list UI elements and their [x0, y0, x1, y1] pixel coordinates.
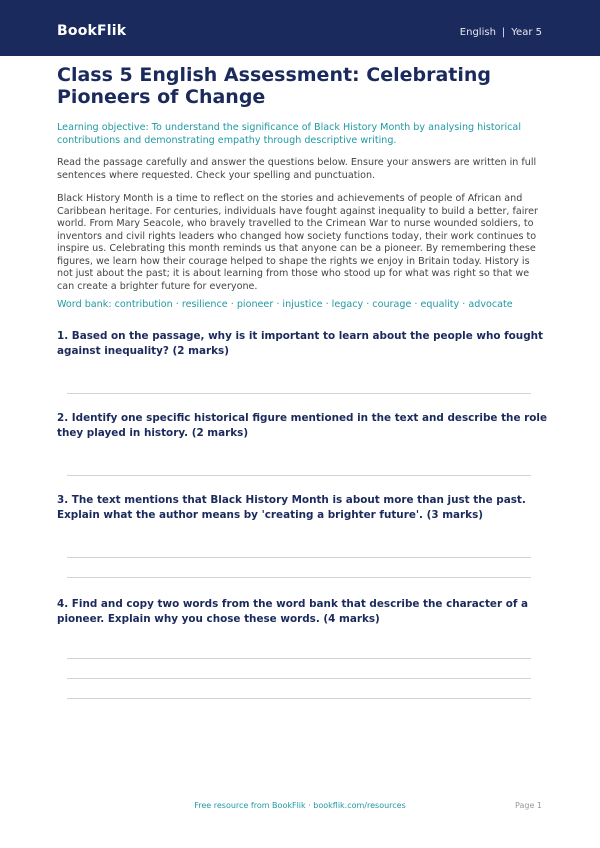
answer-line[interactable]: [67, 577, 531, 578]
header-bar: [0, 0, 600, 56]
answer-line[interactable]: [67, 698, 531, 699]
answer-line[interactable]: [67, 475, 531, 476]
question-4: 4. Find and copy two words from the word bank that describe the character of a pioneer. Explain why you chose these words. (4 marks): [57, 598, 528, 625]
subject-label: English: [459, 27, 496, 38]
answer-line[interactable]: [67, 658, 531, 659]
header-meta: [460, 27, 542, 38]
answer-line[interactable]: [67, 557, 531, 558]
year-label: Year 5: [511, 27, 542, 38]
page-number: Page 1: [515, 801, 542, 810]
brand-logo[interactable]: BookFlik: [57, 23, 127, 39]
answer-line[interactable]: [67, 678, 531, 679]
footer-credit[interactable]: Free resource from BookFlik · bookflik.com/resources: [194, 801, 406, 810]
answer-line[interactable]: [67, 393, 531, 394]
question-3: 3. The text mentions that Black History Month is about more than just the past. Explain what the author means by 'creating a brighter future'. (3 marks): [57, 494, 526, 521]
page-title: Class 5 English Assessment: Celebrating Pioneers of Change: [57, 64, 492, 108]
question-1: 1. Based on the passage, why is it important to learn about the people who fought against inequality? (2 marks): [57, 330, 544, 357]
header-separator: |: [501, 27, 506, 38]
question-2: 2. Identify one specific historical figure mentioned in the text and describe the role they played in history. (2 marks): [57, 412, 547, 439]
word-bank: Word bank: contribution · resilience · pioneer · injustice · legacy · courage · equality · advocate: [57, 299, 513, 310]
reading-passage: Black History Month is a time to reflect on the stories and achievements of people of African and Caribbean heritage. For centuries, individuals have fought against inequality to build a better, fairer world. From Mary Seacole, who bravely travelled to the Crimean War to nurse wounded soldiers, to inventors and civil rights leaders who changed how society functions today, their work continues to inspire us. Celebrating this month reminds us that anyone can be a pioneer. By remembering these figures, we learn how their courage helped to shape the rights we enjoy in Britain today. History is not just about the past; it is about learning from those who stood up for what was right so that we can create a brighter future for everyone.: [57, 193, 538, 292]
learning-objective: Learning objective: To understand the significance of Black History Month by analysing historical contributions and demonstrating empathy through descriptive writing.: [57, 122, 521, 146]
instructions-text: Read the passage carefully and answer the questions below. Ensure your answers are written in full sentences where requested. Check your spelling and punctuation.: [57, 157, 537, 181]
